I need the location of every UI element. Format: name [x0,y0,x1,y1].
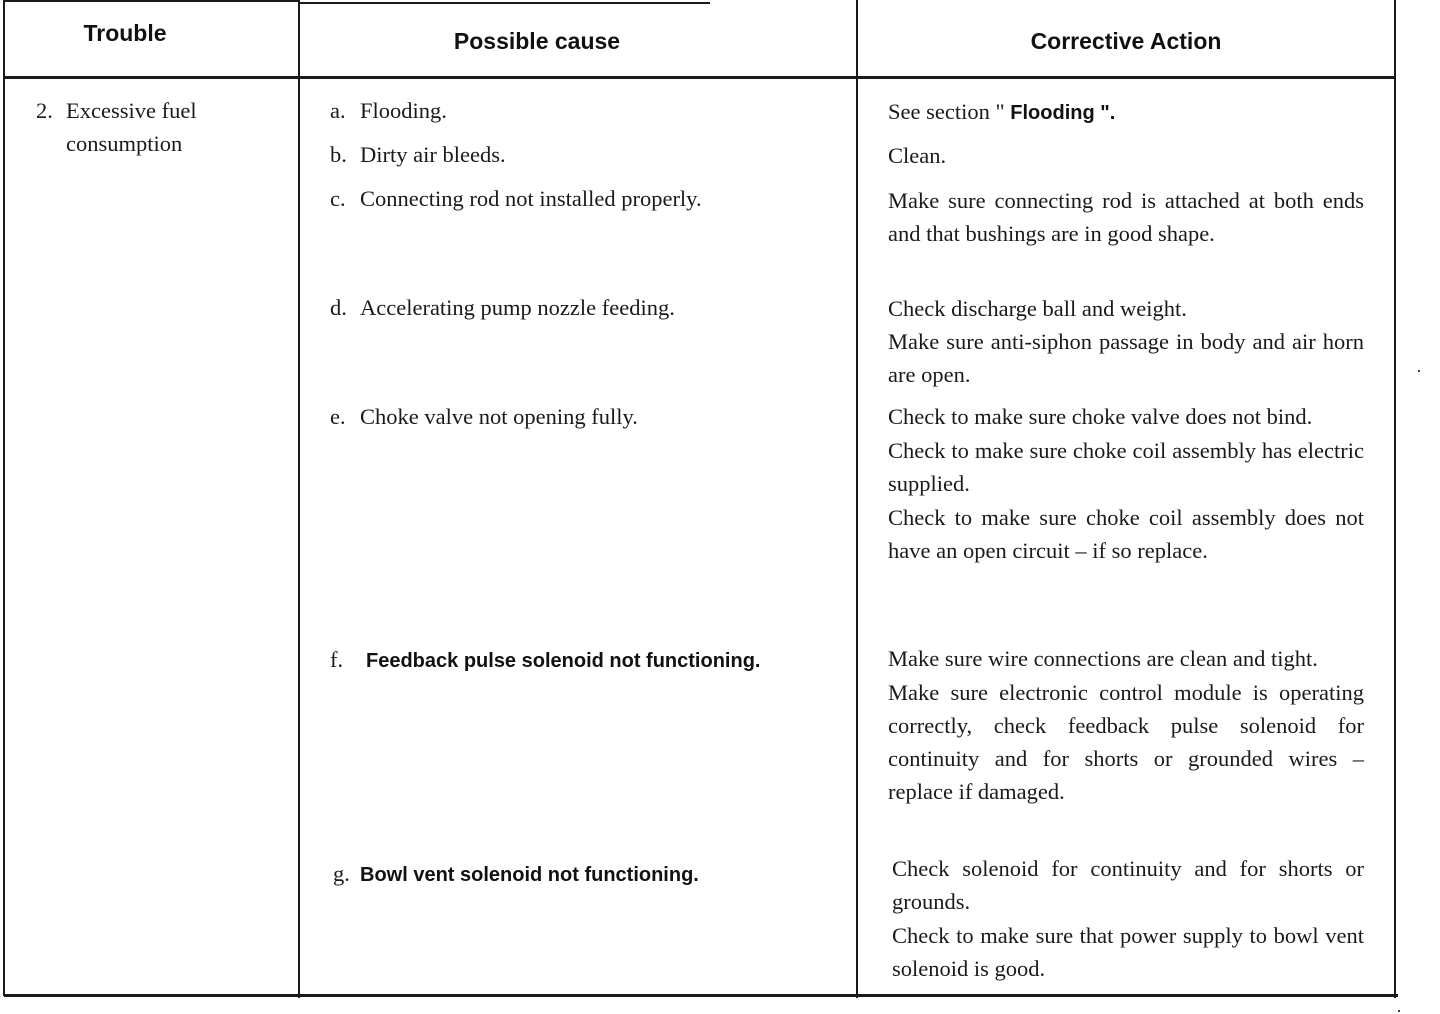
action-paragraph: Check discharge ball and weight. [888,296,1187,321]
action-paragraph: Check to make sure choke valve does not bind. [888,404,1313,429]
left-border [3,0,5,996]
divider-cause-action [856,0,858,998]
cause-g [333,857,843,890]
action-paragraph: Check solenoid for continuity and for shorts or grounds. [892,856,1364,914]
action-d [888,292,1364,391]
action-c: Make sure connecting rod is attached at both ends and that bushings are in good shape. [888,188,1364,246]
trouble-title-line1: Excessive fuel [66,98,197,123]
cause-f [330,643,840,676]
action-paragraph: Make sure anti-siphon passage in body and air horn are open. [888,329,1364,387]
cause-letter: a. [330,98,346,123]
cause-e [330,400,840,433]
action-e [888,400,1364,567]
action-f [888,642,1364,808]
action-paragraph: Check to make sure choke coil assembly has electric supplied. [888,438,1364,496]
cause-text: Bowl vent solenoid not functioning. [360,864,699,886]
table-bottom-rule [4,994,1398,997]
header-bottom-rule [4,76,1396,79]
action-g [892,852,1364,985]
right-border [1394,0,1396,998]
action-a [888,95,1364,130]
header-trouble: Trouble [83,20,167,46]
scan-speck [1398,1010,1400,1012]
divider-trouble-cause [298,0,300,998]
scan-speck [1418,370,1420,372]
action-paragraph: Make sure wire connections are clean and tight. [888,646,1318,671]
cause-letter: g. [333,861,350,886]
cause-letter: f. [330,647,344,672]
action-paragraph: Make sure electronic control module is operating correctly, check feedback pulse solenoid for continuity and for shorts or grounded wires – replace if damaged. [888,680,1364,804]
action-text-bold: Flooding [1010,102,1095,124]
cause-b [330,138,840,171]
cause-c [330,182,840,215]
cause-letter: e. [330,404,346,429]
action-text-prefix: See section " [888,99,1011,124]
action-paragraph: Check to make sure that power supply to bowl vent solenoid is good. [892,923,1364,981]
trouble-title-line2: consumption [66,131,183,156]
trouble-entry [36,94,286,160]
cause-a [330,94,840,127]
action-b: Clean. [888,143,947,168]
cause-text: Connecting rod not installed properly. [360,186,702,211]
top-border-middle [298,2,710,4]
cause-d [330,291,840,324]
header-possible-cause: Possible cause [453,28,621,54]
cause-text: Accelerating pump nozzle feeding. [360,295,675,320]
action-paragraph: Check to make sure choke coil assembly does not have an open circuit – if so replace. [888,505,1364,563]
cause-text: Feedback pulse solenoid not functioning. [366,650,761,672]
cause-text: Choke valve not opening fully. [360,404,638,429]
action-text-suffix: ". [1094,102,1116,124]
cause-letter: b. [330,142,347,167]
cause-letter: c. [330,186,346,211]
trouble-number: 2. [36,98,53,123]
header-corrective-action: Corrective Action [1030,28,1222,54]
top-border-left [4,0,298,2]
cause-text: Dirty air bleeds. [360,142,506,167]
cause-letter: d. [330,295,347,320]
cause-text: Flooding. [360,98,447,123]
